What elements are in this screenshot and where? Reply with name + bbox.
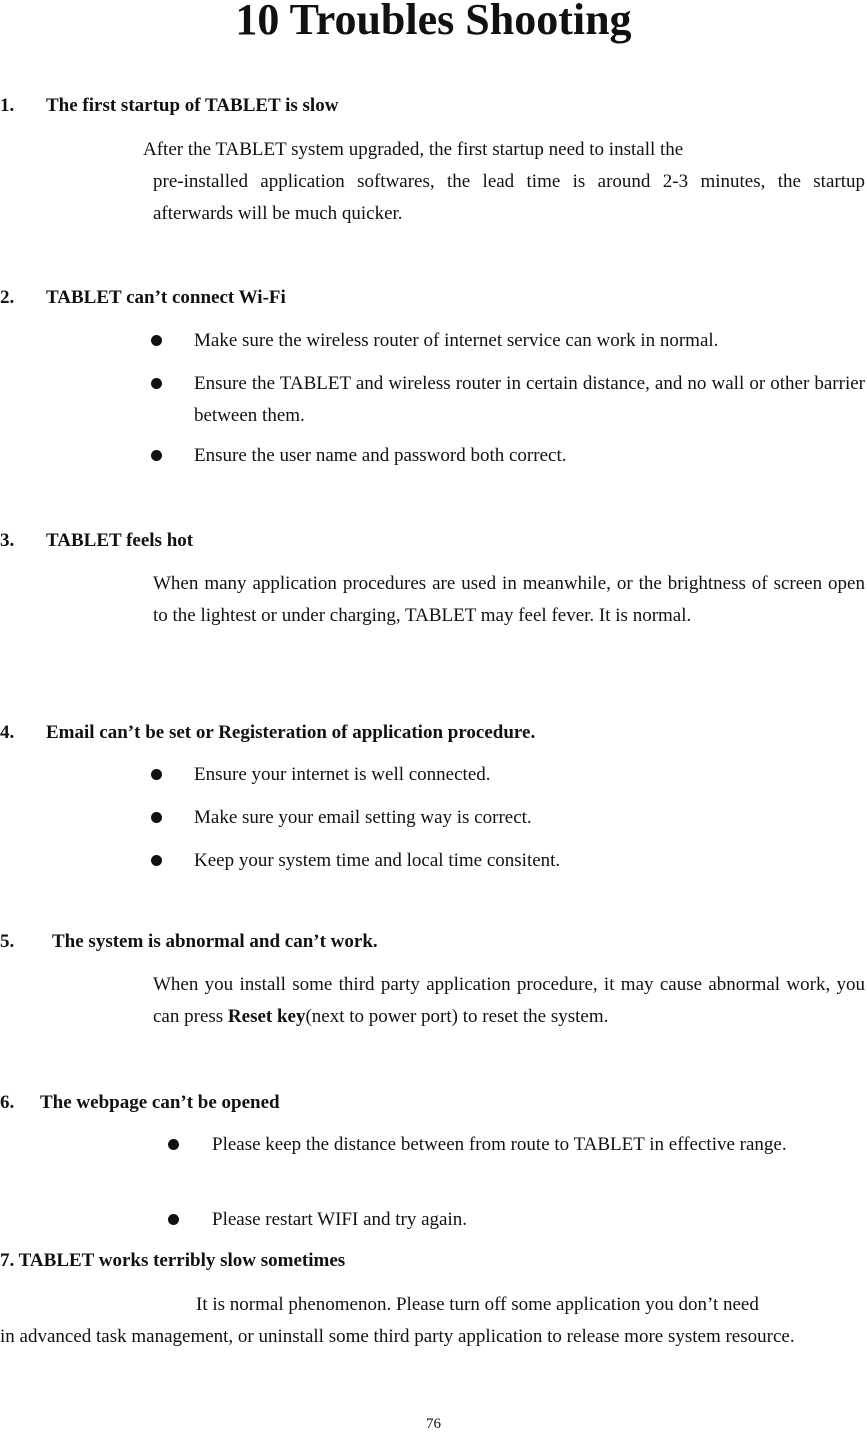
list-item: Ensure your internet is well connected.	[194, 764, 491, 785]
text-part: (next to power port) to reset the system.	[305, 1006, 609, 1027]
page-title: 10 Troubles Shooting	[235, 0, 632, 44]
section-number: 3.	[0, 530, 15, 551]
bullet-icon	[151, 450, 162, 461]
section-title: The webpage can’t be opened	[40, 1092, 280, 1113]
section-3-text: When many application procedures are used in meanwhile, or the brightness of screen open to the lightest or under charging, TABLET may feel fever. It is normal.	[153, 573, 865, 626]
section-7-heading: 7. TABLET works terribly slow sometimes	[0, 1250, 346, 1271]
section-number: 6.	[0, 1092, 15, 1113]
bullet-icon	[151, 812, 162, 823]
list-item: Make sure your email setting way is correct.	[194, 807, 532, 828]
section-title: The system is abnormal and can’t work.	[52, 931, 378, 952]
list-item: Please keep the distance between from route to TABLET in effective range.	[212, 1134, 787, 1155]
section-5-text	[153, 969, 865, 1033]
section-number: 2.	[0, 287, 15, 308]
bullet-icon	[151, 335, 162, 346]
page-number: 76	[426, 1416, 441, 1432]
bullet-icon	[168, 1214, 179, 1225]
list-item: Please restart WIFI and try again.	[212, 1209, 468, 1230]
list-item: Make sure the wireless router of internet service can work in normal.	[194, 330, 719, 351]
text-part: When you install some third party application procedure, it may cause abnormal work, you can press	[153, 974, 865, 1027]
bullet-icon	[151, 855, 162, 866]
section-7-text: in advanced task management, or uninstall some third party application to release more system resource.	[0, 1326, 795, 1347]
bullet-icon	[151, 378, 162, 389]
section-title: TABLET can’t connect Wi-Fi	[46, 287, 286, 308]
reset-key-label: Reset key	[227, 1006, 306, 1027]
section-number: 1.	[0, 95, 15, 116]
list-item: Keep your system time and local time consitent.	[194, 850, 561, 871]
section-7-line1: It is normal phenomenon. Please turn off some application you don’t need	[196, 1294, 759, 1315]
bullet-icon	[168, 1139, 179, 1150]
section-title: The first startup of TABLET is slow	[46, 95, 339, 116]
section-number: 4.	[0, 722, 15, 743]
section-number: 5.	[0, 931, 15, 952]
list-item: Ensure the user name and password both correct.	[194, 445, 567, 466]
section-title: Email can’t be set or Registeration of application procedure.	[46, 722, 536, 743]
section-1-line1: After the TABLET system upgraded, the first startup need to install the	[143, 139, 684, 160]
bullet-icon	[151, 769, 162, 780]
section-1-text: pre-installed application softwares, the lead time is around 2-3 minutes, the startup afterwards will be much quicker.	[153, 171, 865, 224]
section-title: TABLET feels hot	[46, 530, 194, 551]
list-item: Ensure the TABLET and wireless router in certain distance, and no wall or other barrier between them.	[194, 373, 865, 426]
